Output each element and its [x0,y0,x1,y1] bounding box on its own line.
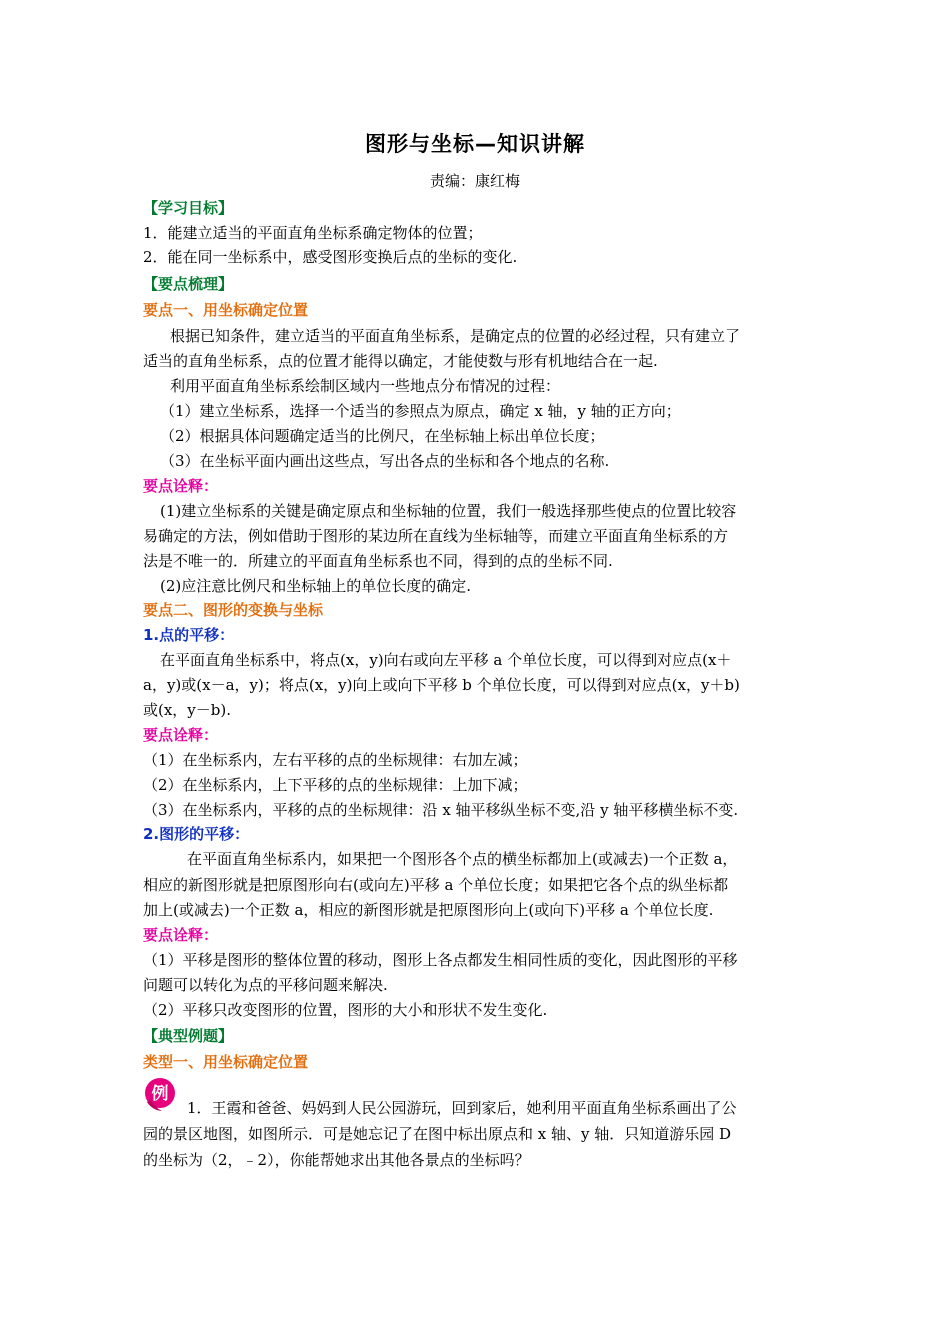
example1-question: 的坐标为（2，﹣2），你能帮她求出其他各景点的坐标吗？ [143,1151,530,1169]
shape-translation-title: 2.图形的平移： [143,825,250,843]
objectives-heading: 【学习目标】 [143,199,234,217]
point-translation-paragraph: 在平面直角坐标系中，将点(x，y)向右或向左平移 a 个单位长度，可以得到对应点(x＋ [160,651,732,669]
point1-note: 法是不唯一的．所建立的平面直角坐标系也不同，得到的点的坐标不同. [143,552,613,570]
objective-item: 1．能建立适当的平面直角坐标系确定物体的位置； [143,224,483,242]
point-translation-note: （1）在坐标系内，左右平移的点的坐标规律：右加左减； [143,751,528,769]
example-badge-label: 例 [151,1084,169,1104]
point1-note-label: 要点诠释： [143,477,219,495]
point-translation-paragraph: 或(x，y－b). [143,701,232,719]
shape-translation-note: 问题可以转化为点的平移问题来解决. [143,976,388,994]
shape-translation-note: （1）平移是图形的整体位置的移动，图形上各点都发生相同性质的变化，因此图形的平移 [143,951,738,969]
shape-translation-note: （2）平移只改变图形的位置，图形的大小和形状不发生变化. [143,1001,548,1019]
shape-translation-paragraph: 相应的新图形就是把原图形向右(或向左)平移 a 个单位长度；如果把它各个点的纵坐标都 [143,876,729,894]
point1-title: 要点一、用坐标确定位置 [143,301,309,319]
point2-title: 要点二、图形的变换与坐标 [143,601,324,619]
point-translation-title: 1.点的平移： [143,626,235,644]
point-translation-note: （3）在坐标系内，平移的点的坐标规律：沿 x 轴平移纵坐标不变,沿 y 轴平移横坐标不变. [143,801,739,819]
example-type1-title: 类型一、用坐标确定位置 [143,1053,309,1071]
example-badge-icon [143,1074,179,1114]
example1-question: 1．王霞和爸爸、妈妈到人民公园游玩，回到家后，她利用平面直角坐标系画出了公 [187,1099,737,1117]
point-translation-note-label: 要点诠释： [143,726,219,744]
point1-paragraph: 适当的直角坐标系，点的位置才能得以确定，才能使数与形有机地结合在一起. [143,352,658,370]
point1-step: （2）根据具体问题确定适当的比例尺，在坐标轴上标出单位长度； [160,427,605,445]
point-translation-paragraph: a，y)或(x－a，y)；将点(x，y)向上或向下平移 b 个单位长度，可以得到对应点(x，y＋b) [143,676,740,694]
point1-note: 易确定的方法，例如借助于图形的某边所在直线为坐标轴等，而建立平面直角坐标系的方 [143,527,729,545]
editor-credit: 责编：康红梅 [429,172,520,190]
examples-heading: 【典型例题】 [143,1027,234,1045]
objective-item: 2．能在同一坐标系中，感受图形变换后点的坐标的变化. [143,248,518,266]
page-title: 图形与坐标—知识讲解 [365,132,585,156]
shape-translation-paragraph: 加上(或减去)一个正数 a，相应的新图形就是把原图形向上(或向下)平移 a 个单位长度. [143,901,714,919]
shape-translation-note-label: 要点诠释： [143,926,219,944]
point1-note: (2)应注意比例尺和坐标轴上的单位长度的确定. [160,577,472,595]
point1-process: 利用平面直角坐标系绘制区域内一些地点分布情况的过程： [170,377,561,395]
point1-step: （1）建立坐标系，选择一个适当的参照点为原点，确定 x 轴，y 轴的正方向； [160,402,681,420]
point1-note: (1)建立坐标系的关键是确定原点和坐标轴的位置，我们一般选择那些使点的位置比较容 [160,502,737,520]
point1-step: （3）在坐标平面内画出这些点，写出各点的坐标和各个地点的名称. [160,452,610,470]
example1-question: 园的景区地图，如图所示．可是她忘记了在图中标出原点和 x 轴、y 轴．只知道游乐园 D [143,1125,732,1143]
point-translation-note: （2）在坐标系内，上下平移的点的坐标规律：上加下减； [143,776,528,794]
shape-translation-paragraph: 在平面直角坐标系内，如果把一个图形各个点的横坐标都加上(或减去)一个正数 a， [187,850,738,868]
point1-paragraph: 根据已知条件，建立适当的平面直角坐标系，是确定点的位置的必经过程，只有建立了 [170,327,741,345]
points-heading: 【要点梳理】 [143,275,234,293]
